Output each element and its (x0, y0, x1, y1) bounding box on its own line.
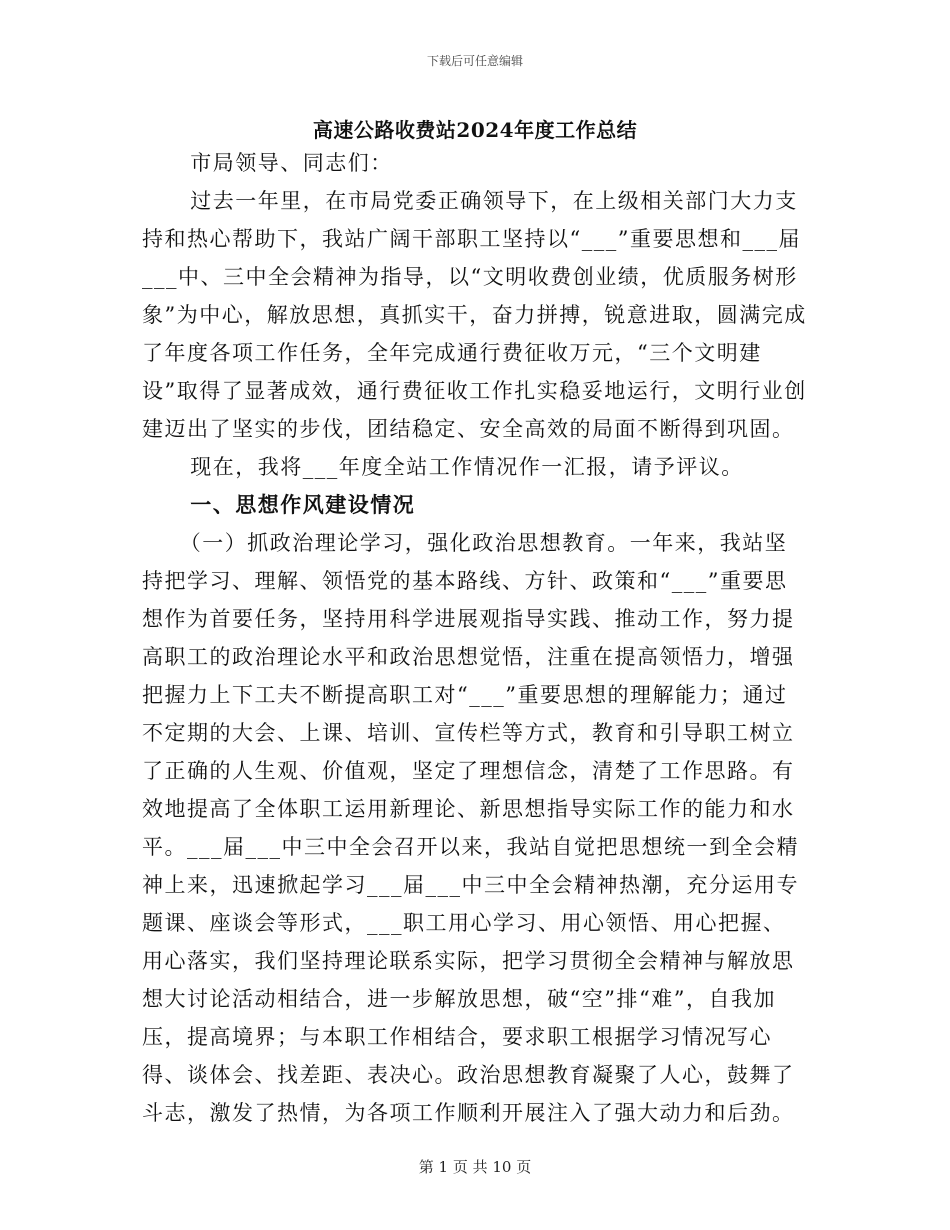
section-heading-1: 一、思想作风建设情况 (190, 492, 416, 517)
paragraph-intro: 过去一年里，在市局党委正确领导下，在上级相关部门大力支持和热心帮助下，我站广阔干部职工坚持以“___”重要思想和___届___中、三中全会精神为指导，以“文明收费创业绩，优质服务树形象”为中心，解放思想，真抓实干，奋力拼搏，锐意进取，圆满完成了年度各项工作任务，全年完成通行费征收万元，“三个文明建设”取得了显著成效，通行费征收工作扎实稳妥地运行，文明行业创建迈出了坚实的步伐，团结稳定、安全高效的局面不断得到巩固。 (142, 189, 807, 441)
document-body (142, 144, 807, 1132)
page-header-note: 下载后可任意编辑 (426, 54, 523, 68)
paragraph-report-note: 现在，我将___年度全站工作情况作一汇报，请予评议。 (190, 455, 744, 479)
document-title: 高速公路收费站2024年度工作总结 (312, 118, 638, 142)
page-number-footer: 第 1 页 共 10 页 (418, 1158, 532, 1176)
paragraph-political-study: （一）抓政治理论学习，强化政治思想教育。一年来，我站坚持把学习、理解、领悟党的基本路线、方针、政策和“___”重要思想作为首要任务，坚持用科学进展观指导实践、推动工作，努力提高职工的政治理论水平和政治思想觉悟，注重在提高领悟力，增强把握力上下工夫不断提高职工对“___”重要思想的理解能力；通过不定期的大会、上课、培训、宣传栏等方式，教育和引导职工树立了正确的人生观、价值观，坚定了理想信念，清楚了工作思路。有效地提高了全体职工运用新理论、新思想指导实际工作的能力和水平。___届___中三中全会召开以来，我站自觉把思想统一到全会精神上来，迅速掀起学习___届___中三中全会精神热潮，充分运用专题课、座谈会等形式，___职工用心学习、用心领悟、用心把握、用心落实，我们坚持理论联系实际，把学习贯彻全会精神与解放思想大讨论活动相结合，进一步解放思想，破“空”排“难”，自我加压，提高境界；与本职工作相结合，要求职工根据学习情况写心得、谈体会、找差距、表决心。政治思想教育凝聚了人心，鼓舞了斗志，激发了热情，为各项工作顺利开展注入了强大动力和后劲。 (142, 531, 799, 1125)
greeting-line: 市局领导、同志们： (190, 151, 393, 175)
